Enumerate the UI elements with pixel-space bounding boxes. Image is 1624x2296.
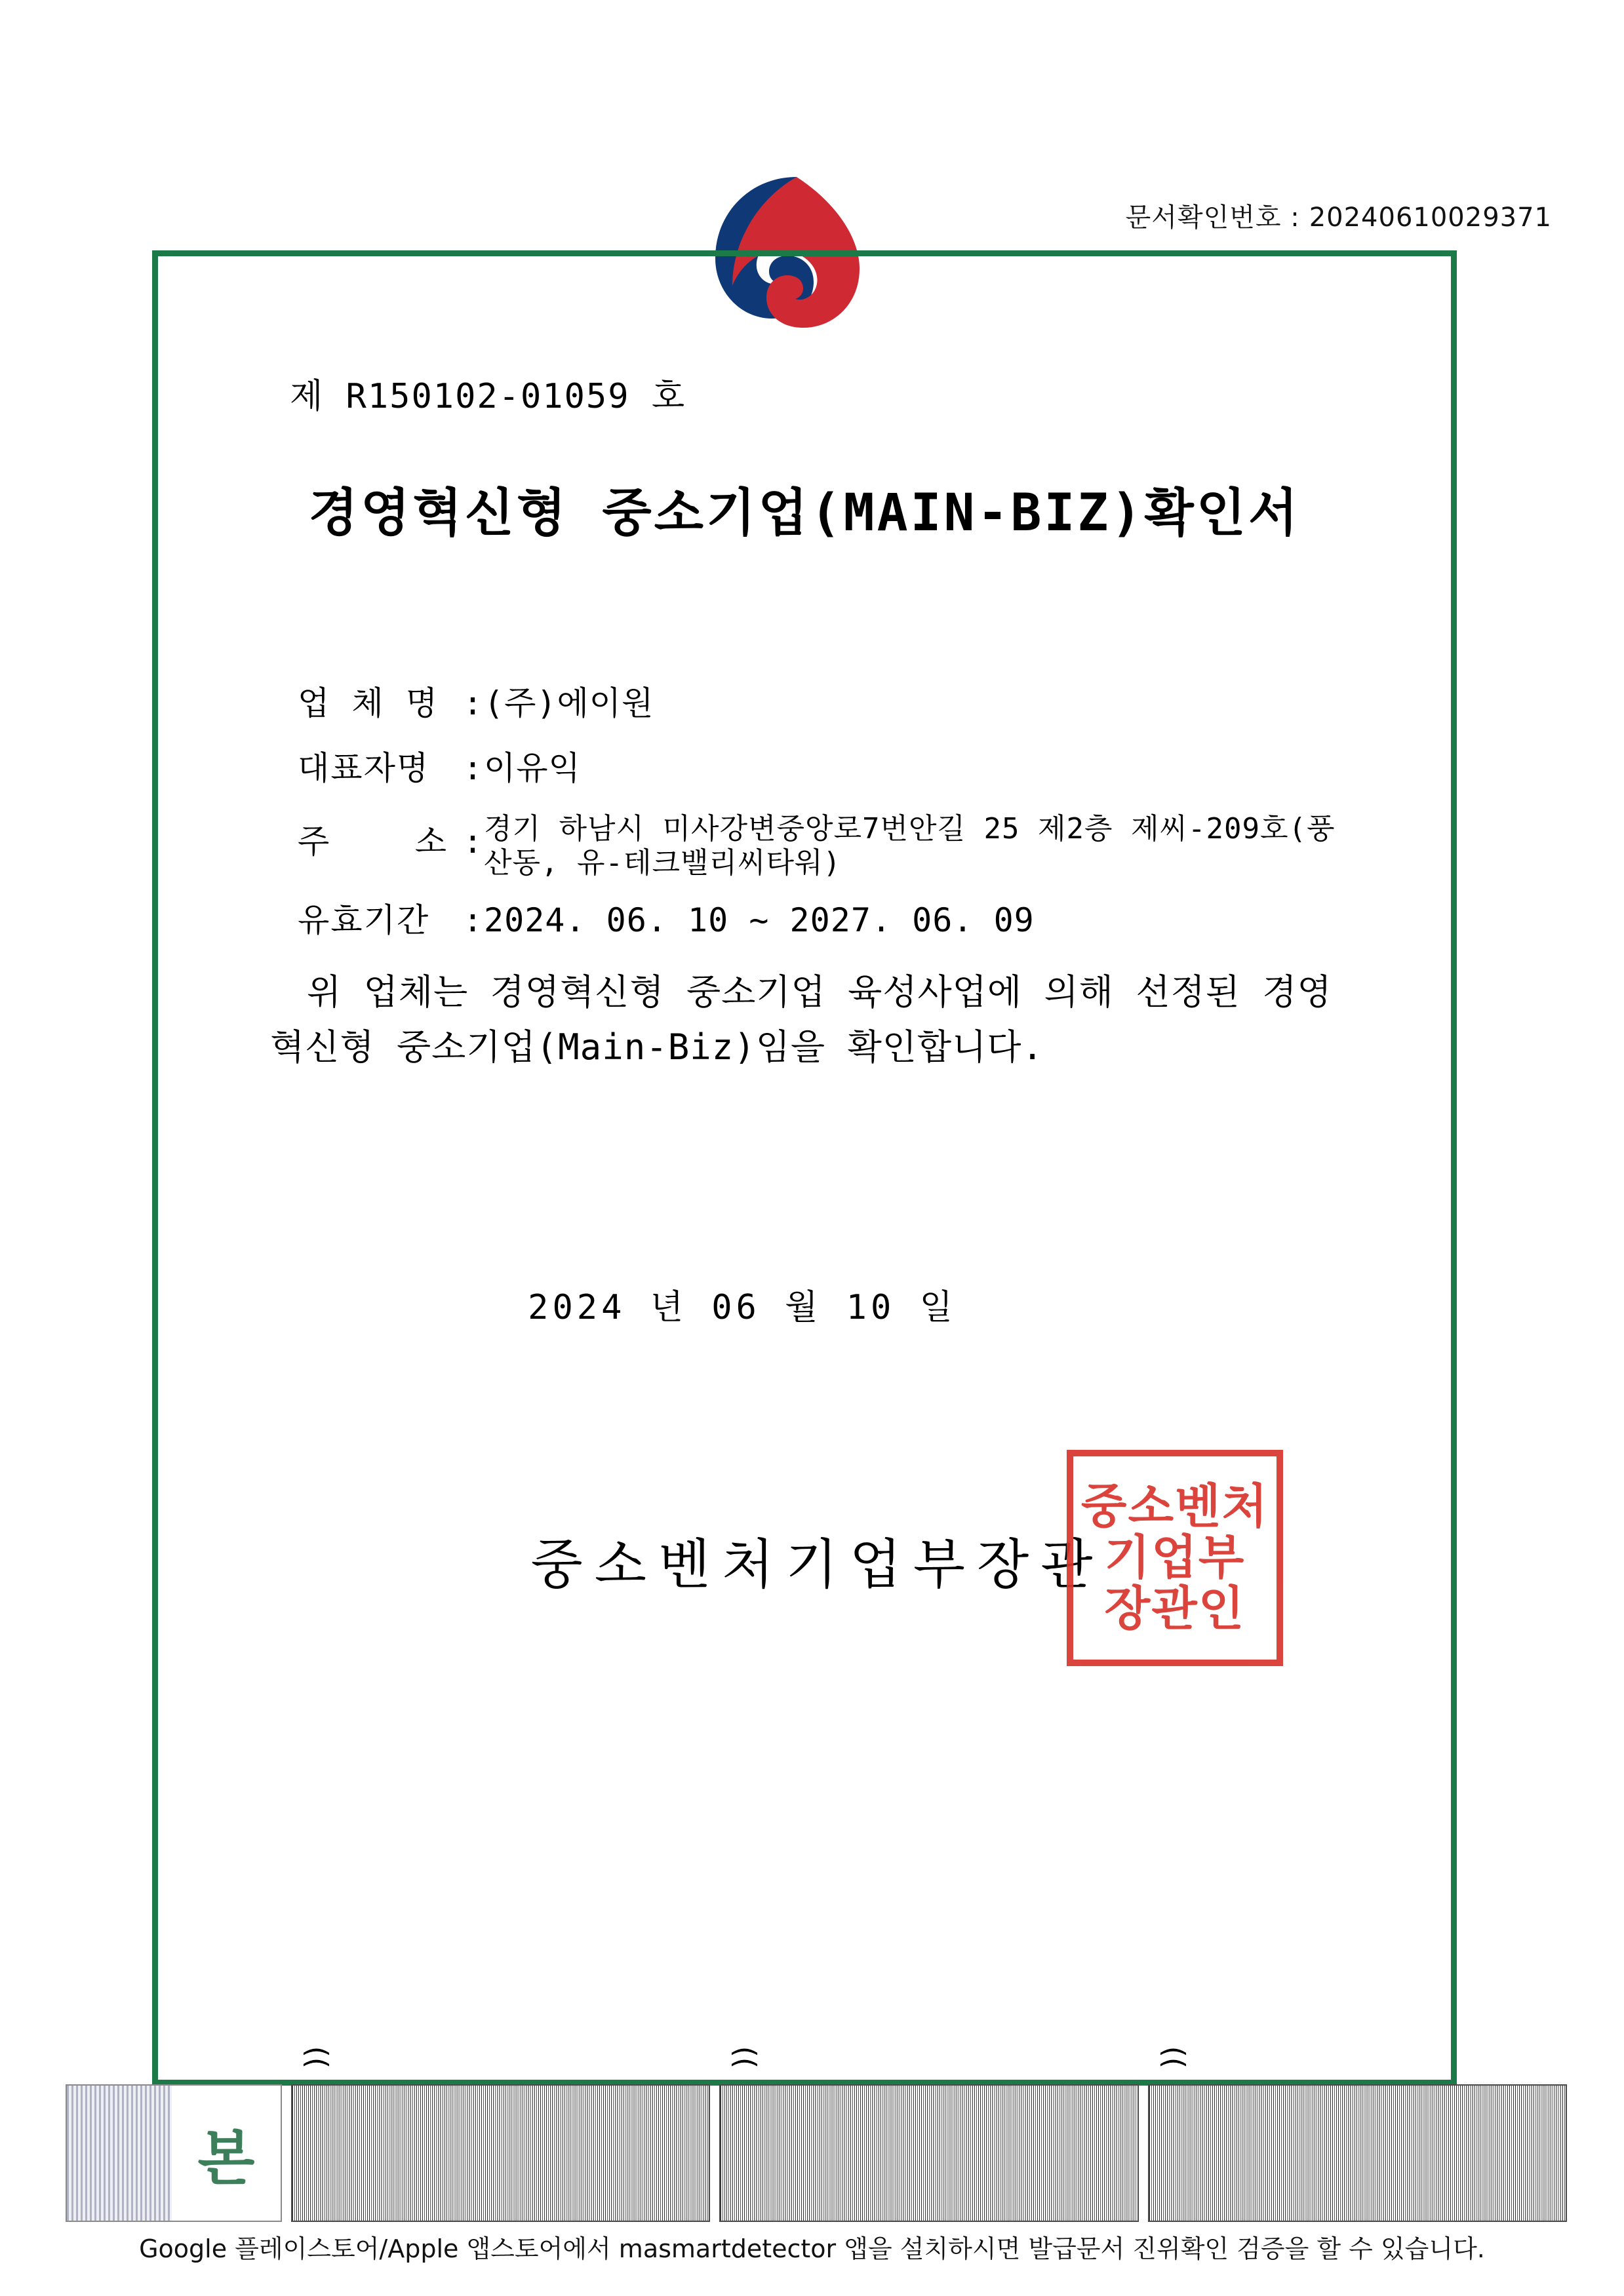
field-validity-period-value: 2024. 06. 10 ~ 2027. 06. 09 [484,901,1035,939]
field-company-name-value: (주)에이원 [484,684,654,722]
field-representative [298,748,1347,789]
copy-stamp-char: 본 [197,2124,255,2193]
official-seal [1067,1450,1283,1666]
document-confirmation-number-label: 문서확인번호 : [1125,203,1300,233]
field-address-label: 주 소 [298,823,448,861]
field-validity-period-label: 유효기간 [298,901,430,939]
document-confirmation-number [1126,197,1552,234]
copy-stamp-pattern [67,2086,172,2221]
certificate-fields [298,683,1347,964]
official-seal-line-3: 장관인 [1104,1580,1246,1636]
field-address-value: 경기 하남시 미사강변중앙로7번안길 25 제2층 제씨-209호(풍산동, 유-테크밸리씨타워) [484,812,1336,880]
verification-footer-note: Google 플레이스토어/Apple 앱스토어에서 masmartdetector 앱을 설치하시면 발급문서 진위확인 검증을 할 수 있습니다. [139,2234,1485,2263]
certificate-content [152,250,1457,2086]
certificate-body-text: 위 업체는 경영혁신형 중소기업 육성사업에 의해 선정된 경영혁신형 중소기업(Main-Biz)임을 확인합니다. [270,971,1332,1068]
verification-barcode-strip [66,2046,1567,2222]
barcode-wave-icon: )) [727,2046,761,2069]
document-confirmation-number-value: 20240610029371 [1309,203,1552,233]
field-company-name-colon: : [462,684,483,722]
field-address [298,812,1347,880]
field-validity-period-colon: : [462,901,483,939]
barcode-wave-icon: )) [1155,2046,1189,2069]
field-representative-label: 대표자명 [298,749,430,787]
issuing-authority: 중소벤처기업부장관 [530,1534,1105,1596]
official-seal-line-1: 중소벤처 [1080,1479,1269,1534]
field-company-name-label: 업 체 명 [298,684,439,722]
official-seal-line-2: 기업부 [1104,1530,1246,1586]
issue-date: 2024 년 06 월 10 일 [528,1288,957,1327]
barcode-block [291,2046,710,2222]
field-representative-value: 이유익 [484,749,581,787]
field-company-name [298,683,1347,724]
barcode-block [1148,2046,1567,2222]
field-address-colon: : [462,823,483,861]
copy-stamp [66,2084,282,2222]
barcode-block [719,2046,1138,2222]
barcode-wave-icon: )) [299,2046,332,2069]
field-validity-period [298,900,1347,941]
certificate-title: 경영혁신형 중소기업(MAIN-BIZ)확인서 [308,484,1301,543]
certificate-serial-number: 제 R150102-01059 호 [290,377,686,416]
field-representative-colon: : [462,749,483,787]
